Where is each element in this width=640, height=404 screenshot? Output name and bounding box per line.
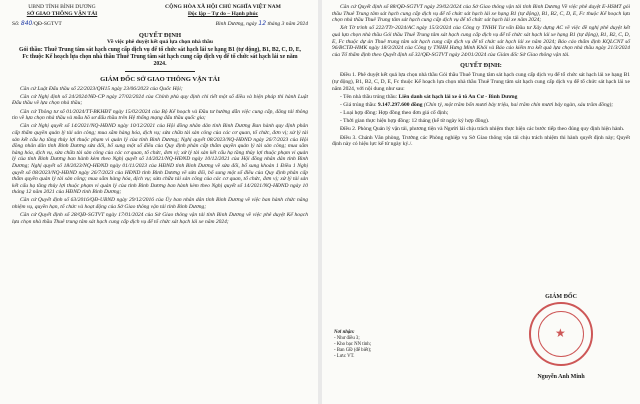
contract-type: - Loại hợp đồng: Hợp đồng theo đơn giá cố định; xyxy=(340,110,449,117)
recipients-title: Nơi nhận: xyxy=(334,330,355,335)
document-number xyxy=(12,20,62,27)
header xyxy=(12,4,308,18)
consideration: Xét Tờ trình số 222/TTr-2024/AC ngày 15/3/2024 của Công ty TNHH Tư vấn Đầu tư Xây dựng AC về việc đề nghị phê duyệt kết quả lựa chọn nhà thầu Gói thầu Thuê Trung tâm sát hạch cung cấp dịch vụ để tổ chức sát hạch lái xe hạng B1 (tự động), B1, B2, C, D, E, Fc thuộc dự án Thuê trung tâm sát hạch cung cấp dịch vụ để tổ chức sát hạch lái xe năm 2024; Báo cáo thẩm định KQLCNT số 96/BCTĐ-HMK ngày 18/3/2024 của Công ty TNHH Hưng Minh Khôi và Báo cáo kiểm tra kết quả lựa chọn nhà thầu ngày 21/3/2024 của Tổ thẩm định theo Quyết định số 32/QĐ-SGTVT ngày 24/01/2024 của Giám đốc Sở Giao thông vận tải. xyxy=(332,25,630,58)
subtitle-line-1: Về việc phê duyệt kết quả lựa chọn nhà thầu xyxy=(106,39,214,45)
price-in-words: (Chín tỷ, một trăm bốn mươi bảy triệu, hai trăm chín mươi bảy ngàn, sáu trăm đồng); xyxy=(423,101,614,108)
winner-name: Liên danh sát hạch lái xe ô tô An Cư - Bình Dương xyxy=(398,93,518,100)
date-prefix: Bình Dương, ngày xyxy=(215,21,257,27)
winner-line xyxy=(332,94,630,101)
doc-meta-row xyxy=(12,20,308,27)
legal-basis-6: Căn cứ Quyết định số 28/QĐ-SGTVT ngày 17/01/2024 của Sở Giao thông vận tải tỉnh Bình Dương về việc phê duyệt Kế hoạch lựa chọn nhà thầu Thuê trung tâm sát hạch cung cấp dịch vụ để tổ chức sát hạch lái xe năm 2024; xyxy=(12,212,308,225)
signer-title: GIÁM ĐỐC xyxy=(545,294,577,300)
winner-label: - Tên nhà thầu trúng thầu: xyxy=(340,93,398,100)
page-2 xyxy=(322,0,640,404)
article-1: Điều 1. Phê duyệt kết quả lựa chọn nhà thầu Gói thầu Thuê Trung tâm sát hạch cung cấp dịch vụ để tổ chức sát hạch lái xe hạng B1 (tự động), B1, B2, C, D, E, Fc thuộc Kế hoạch lựa chọn nhà thầu Thuê Trung tâm sát hạch cung cấp dịch vụ để tổ chức sát hạch lái xe năm 2024, với nội dung như sau: xyxy=(332,72,630,92)
recipient-item: - Lưu: VT. xyxy=(334,354,355,359)
doc-no-suffix: /QĐ-SGTVT xyxy=(32,21,62,27)
contract-duration: - Thời gian thực hiện hợp đồng: 12 tháng (kể từ ngày ký hợp đồng). xyxy=(340,118,490,125)
recipient-item: - Như điều 3; xyxy=(334,336,360,341)
recipients xyxy=(334,330,371,360)
decision-heading: QUYẾT ĐỊNH: xyxy=(460,62,502,70)
price-label: - Giá trúng thầu: xyxy=(340,101,377,108)
motto: Độc lập – Tự do – Hạnh phúc xyxy=(187,11,259,17)
doc-no-prefix: Số: xyxy=(12,21,20,27)
date-suffix: tháng 3 năm 2024 xyxy=(267,21,308,27)
national-motto-block xyxy=(138,4,308,18)
legal-basis-1: Căn cứ Luật Đấu thầu số 22/2023/QH15 ngày 23/06/2023 của Quốc Hội; xyxy=(20,85,183,92)
legal-basis-7: Căn cứ Quyết định số 88/QĐ-SGTVT ngày 29/02/2024 của Sở Giao thông vận tải tỉnh Bình Dương Về việc phê duyệt E-HSMT gói thầu Thuê Trung tâm sát hạch cung cấp dịch vụ để tổ chức sát hạch lái xe hạng B1 (tự động), B1, B2, C, D, E, Fc thuộc Kế hoạch lựa chọn nhà thầu Thuê Trung tâm sát hạch cung cấp dịch vụ để tổ chức sát hạch lái xe năm 2024; xyxy=(332,4,630,24)
recipient-item: - Kho bạc NN tỉnh; xyxy=(334,342,372,347)
document-title: QUYẾT ĐỊNH xyxy=(138,32,182,39)
article-3: Điều 3. Chánh Văn phòng, Trưởng các Phòng nghiệp vụ Sở Giao thông vận tải chịu trách nhiệm thi hành quyết định này; Quyết định này có hiệu lực kể từ ngày ký./. xyxy=(332,134,630,148)
republic-name: CỘNG HÒA XÃ HỘI CHỦ NGHĨA VIỆT NAM xyxy=(165,4,281,10)
price-value: 9.147.297.600 đồng xyxy=(377,101,423,108)
agency-name: UBND TỈNH BÌNH DƯƠNG xyxy=(28,4,96,10)
legal-basis-4: Căn cứ Nghị quyết số 14/2021/NQ-HĐND ngày 10/12/2021 của Hội đồng nhân dân tỉnh Bình Dương Ban hành quy định phân cấp thẩm quyền quản lý tài sản công; mua sắm hàng hóa, dịch vụ; sửa chữa tài sản công của các cơ quan, tổ chức, đơn vị; xử lý tài sản kết cấu hạ tầng thủy lợi thuộc phạm vi quản lý của tỉnh Bình Dương; Nghị quyết 08/2023/NQ-HĐND ngày 26/7/2023 của Hội đồng nhân dân tỉnh Bình Dương sửa đổi, bổ sung một số điều của Quy định phân cấp thẩm quyền quản lý tài sản công; mua sắm hàng hóa, dịch vụ, sửa chữa tài sản công của các cơ quan, tổ chức, đơn vị; xử lý tài sản kết cấu hạ tầng thủy lợi thuộc phạm vi quản lý của tỉnh Bình Dương ban hành kèm theo Nghị quyết số 14/2021/NQ-HĐND ngày 10/12/2021 của Hội đồng nhân dân tỉnh Bình Dương; Nghị quyết số 18/2023/NQ-HĐND ngày 01/11/2023 của HĐND tỉnh Bình Dương về sửa đổi, bổ sung khoản 1 Điều 1 Nghị quyết số 08/2023/NQ-HĐND ngày 26/7/2023 của HĐND tỉnh Bình Dương về sửa đổi, bổ sung một số điều của Quy định phân cấp thẩm quyền quản lý tài sản công; mua sắm hàng hóa, dịch vụ; sửa chữa tài sản công của các cơ quan, tổ chức, đơn vị; xử lý tài sản kết cấu hạ tầng thủy lợi thuộc phạm vi quản lý của tỉnh Bình Dương ban hành kèm theo Nghị quyết số 14/2021/NQ-HĐND ngày 10 tháng 12 năm 2021 của HĐND tỉnh Bình Dương; xyxy=(12,123,308,196)
price-line xyxy=(332,102,630,109)
issuer-block xyxy=(12,4,112,18)
department-name: SỞ GIAO THÔNG VẬN TẢI xyxy=(26,11,98,17)
legal-basis-5: Căn cứ Quyết định số 63/2016/QĐ-UBND ngày 29/12/2016 của Ủy ban nhân dân tỉnh Bình Dương về việc ban hành chức năng nhiệm vụ, quyền hạn, tổ chức và hoạt động của Sở Giao thông vận tải tỉnh Bình Dương; xyxy=(12,197,308,211)
divider xyxy=(125,71,195,72)
article-2: Điều 2. Phòng Quản lý vận tải, phương tiện và Người lái chịu trách nhiệm thực hiện các bước tiếp theo đúng quy định hiện hành. xyxy=(340,126,625,133)
document-date xyxy=(216,20,308,27)
signer-name: Nguyễn Anh Minh xyxy=(537,374,585,380)
page-1 xyxy=(0,0,318,404)
authority-heading: GIÁM ĐỐC SỞ GIAO THÔNG VẬN TẢI xyxy=(100,75,220,83)
legal-basis-2: Căn cứ Nghị định số 24/2024/NĐ-CP ngày 27/02/2024 của Chính phủ quy định chi tiết một số điều và biện pháp thi hành Luật Đấu thầu về lựa chọn nhà thầu; xyxy=(12,93,308,107)
recipient-item: - Ban GĐ (để biết); xyxy=(334,348,372,353)
legal-basis-3: Căn cứ Thông tư số 01/2024/TT-BKHĐT ngày 15/02/2024 của Bộ Kế hoạch và Đầu tư hướng dẫn việc cung cấp, đăng tải thông tin về lựa chọn nhà thầu và mẫu hồ sơ đấu thầu trên Hệ thống mạng đấu thầu quốc gia; xyxy=(12,108,308,122)
package-description: Gói thầu: Thuê Trung tâm sát hạch cung cấp dịch vụ để tổ chức sát hạch lái xe hạng B1 (tự động), B1, B2, C, D, E, Fc thuộc Kế hoạch lựa chọn nhà thầu Thuê Trung tâm sát hạch cung cấp dịch vụ để tổ chức sát hạch lái xe năm 2024. xyxy=(18,47,302,68)
signature-block xyxy=(496,294,626,380)
official-seal-icon: ★ xyxy=(529,302,593,366)
date-day-handwritten: 12 xyxy=(258,20,267,27)
doc-no-handwritten: 840 xyxy=(20,20,33,27)
